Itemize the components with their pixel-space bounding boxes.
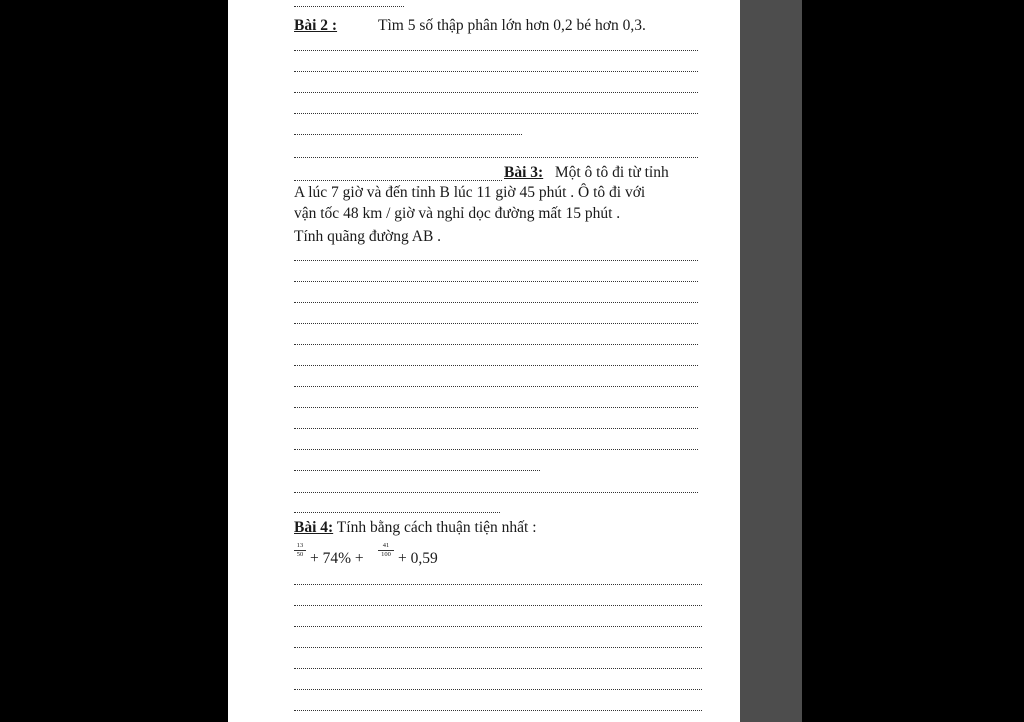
exercise-3-line2: A lúc 7 giờ và đến tỉnh B lúc 11 giờ 45 phút . Ô tô đi với	[294, 184, 646, 201]
exercise-4-label: Bài 4:	[294, 519, 334, 536]
answer-line	[294, 50, 698, 51]
answer-line	[294, 626, 702, 627]
answer-line	[294, 449, 698, 450]
worksheet-page	[228, 0, 740, 722]
exercise-2-text: Tìm 5 số thập phân lớn hơn 0,2 bé hơn 0,3.	[378, 17, 646, 34]
answer-line	[294, 710, 702, 711]
fraction-41-100: $\frac{41}{100}$	[378, 543, 394, 558]
answer-line	[294, 386, 698, 387]
answer-line	[294, 157, 698, 158]
answer-line	[294, 365, 698, 366]
answer-line	[294, 180, 502, 181]
answer-line	[294, 689, 702, 690]
expression-part-3: + 0,59	[398, 550, 438, 567]
right-margin-bar	[740, 0, 802, 722]
answer-line	[294, 92, 698, 93]
exercise-4-heading	[294, 518, 537, 538]
answer-line	[294, 470, 540, 471]
exercise-3-line1	[504, 163, 669, 183]
exercise-3-line3: vận tốc 48 km / giờ và nghỉ dọc đường mất 15 phút .	[294, 205, 621, 222]
answer-line	[294, 647, 702, 648]
answer-line	[294, 492, 698, 493]
answer-line	[294, 407, 698, 408]
answer-line	[294, 113, 698, 114]
answer-line	[294, 134, 522, 135]
expression-part-2: + 74% +	[310, 550, 364, 567]
exercise-3-line1-text: Một ô tô đi từ tỉnh	[554, 164, 669, 181]
exercise-2-heading	[294, 16, 337, 36]
answer-line	[294, 323, 698, 324]
exercise-3-line4: Tính quãng đường AB .	[294, 228, 442, 245]
answer-line	[294, 605, 702, 606]
answer-line	[294, 302, 698, 303]
answer-line	[294, 668, 702, 669]
answer-line	[294, 344, 698, 345]
answer-line	[294, 260, 698, 261]
exercise-4-text: Tính bằng cách thuận tiện nhất :	[336, 519, 537, 536]
exercise-2-label: Bài 2 :	[294, 17, 338, 34]
exercise-3-label: Bài 3:	[504, 164, 544, 181]
answer-line	[294, 281, 698, 282]
answer-line	[294, 584, 702, 585]
answer-line	[294, 71, 698, 72]
answer-line	[294, 512, 500, 513]
answer-line	[294, 428, 698, 429]
answer-line	[294, 6, 404, 7]
fraction-13-50: $\frac{13}{50}$	[294, 543, 306, 558]
